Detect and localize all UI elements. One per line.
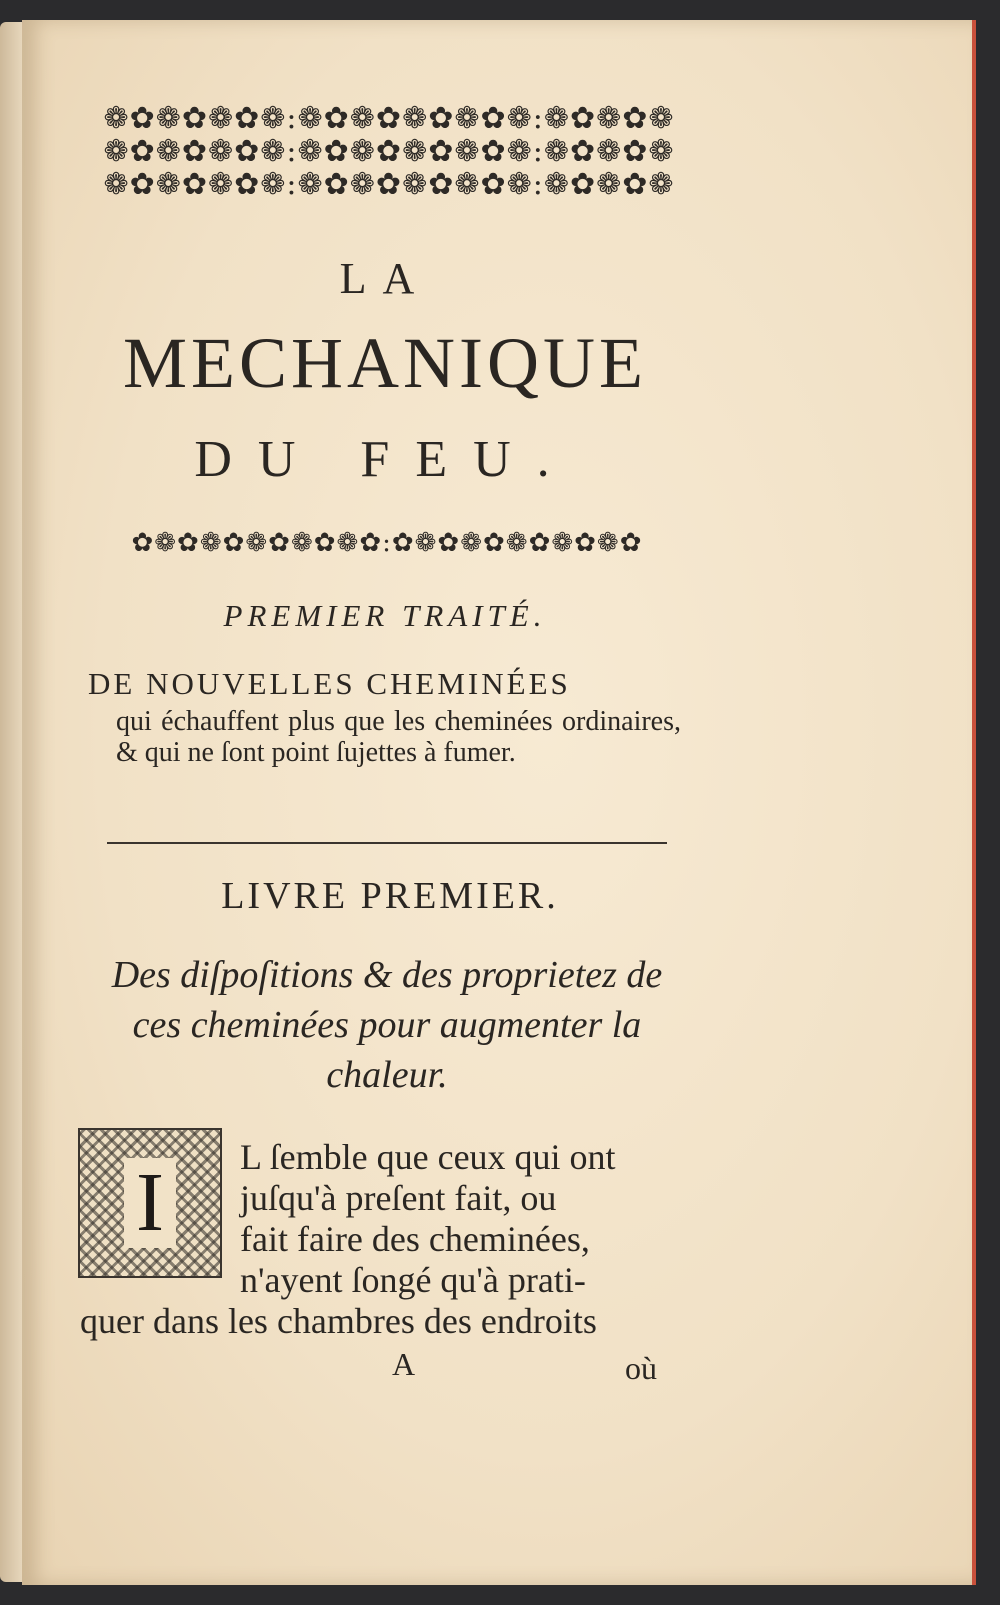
ornament-row: ❁✿❁✿❁✿❁:❁✿❁✿❁✿❁✿❁:❁✿❁✿❁ <box>103 102 675 136</box>
title-line-3: DU FEU. <box>194 431 576 488</box>
title-line-2: MECHANIQUE <box>123 323 647 403</box>
body-line: quer dans les chambres des endroits <box>80 1301 597 1341</box>
ornament-row: ❁✿❁✿❁✿❁:❁✿❁✿❁✿❁✿❁:❁✿❁✿❁ <box>103 167 675 202</box>
middle-ornament-band <box>92 526 682 560</box>
body-line: juſqu'à preſent fait, ou <box>240 1178 557 1218</box>
book-label: LIVRE PREMIER. <box>221 875 559 917</box>
body-line: fait faire des cheminées, <box>240 1219 590 1259</box>
divider-rule <box>107 842 667 844</box>
catchword: où <box>625 1350 657 1386</box>
ornament-row: ❁✿❁✿❁✿❁:❁✿❁✿❁✿❁✿❁:❁✿❁✿❁ <box>103 134 675 169</box>
body-line: L ſemble que ceux qui ont <box>240 1137 616 1177</box>
treatise-heading: DE NOUVELLES CHEMINÉES <box>88 666 571 701</box>
signature-mark: A <box>392 1346 416 1382</box>
top-ornament-band <box>92 102 686 202</box>
dropcap-letter: I <box>124 1158 176 1248</box>
treatise-label: PREMIER TRAITÉ. <box>223 598 547 633</box>
ornament-row: ✿❁✿❁✿❁✿❁✿❁✿:✿❁✿❁✿❁✿❁✿❁✿ <box>131 528 643 558</box>
treatise-subtitle: qui échauffent plus que les cheminées ordinaires, & qui ne ſont point ſujettes à fumer. <box>116 706 681 768</box>
decorated-initial <box>78 1128 222 1278</box>
title-line-1: LA <box>339 254 431 303</box>
chapter-heading: Des diſpoſitions & des proprietez de ces cheminées pour augmenter la chaleur. <box>111 954 663 1096</box>
body-line: n'ayent ſongé qu'à prati- <box>240 1260 586 1300</box>
